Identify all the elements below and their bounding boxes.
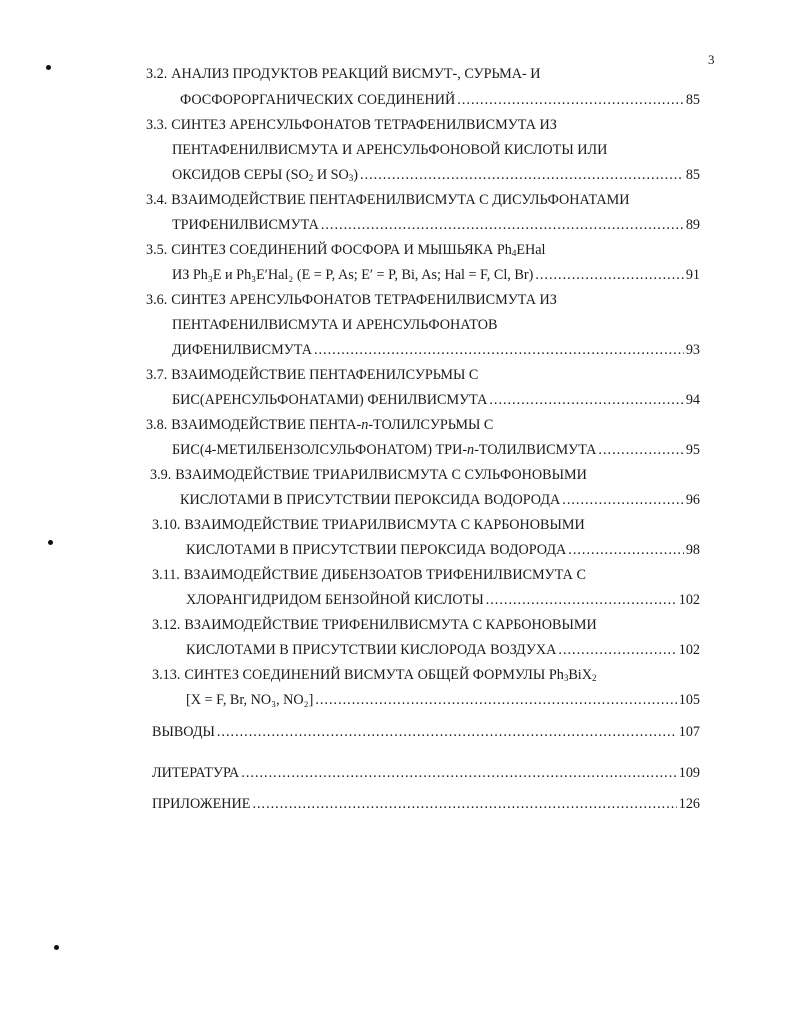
toc-entry-3-12-cont [186,640,700,660]
toc-entry-3-9 [150,465,710,485]
toc-entry-3-3-cont2 [172,165,700,185]
toc-entry-appendix [152,794,700,814]
toc-number: 3.11. [152,567,180,583]
toc-title: ВЗАИМОДЕЙСТВИЕ ТРИАРИЛВИСМУТА С СУЛЬФОНОВЫМИ [175,467,587,483]
toc-entry-3-5-cont [172,265,700,285]
toc-entry-3-8-cont [172,440,700,460]
toc-entry-3-7-cont [172,390,700,410]
toc-page: 94 [685,392,700,408]
toc-page: 102 [678,642,700,658]
toc-title: ВЗАИМОДЕЙСТВИЕ ПЕНТАФЕНИЛСУРЬМЫ С [171,367,479,383]
toc-entry-3-9-cont [180,490,700,510]
toc-title: ВЗАИМОДЕЙСТВИЕ ДИБЕНЗОАТОВ ТРИФЕНИЛВИСМУТА С [183,567,586,583]
toc-title: БИС(АРЕНСУЛЬФОНАТАМИ) ФЕНИЛВИСМУТА [172,392,488,408]
toc-entry-3-6-cont2 [172,340,700,360]
toc-title: ВЗАИМОДЕЙСТВИЕ ТРИАРИЛВИСМУТА С КАРБОНОВЫМИ [184,517,585,533]
toc-title: ВЗАИМОДЕЙСТВИЕ ПЕНТА-n-ТОЛИЛСУРЬМЫ С [171,417,494,433]
page-number: 3 [708,52,715,67]
toc-entry-3-12 [152,615,712,635]
toc-title: КИСЛОТАМИ В ПРИСУТСТВИИ ПЕРОКСИДА ВОДОРОДА [186,542,567,558]
toc-entry-3-6 [146,290,706,310]
toc-entry-3-10 [152,515,712,535]
scan-speck [46,65,51,70]
toc-entry-3-3 [146,115,706,135]
toc-title: АНАЛИЗ ПРОДУКТОВ РЕАКЦИЙ ВИСМУТ-, СУРЬМА- И [171,66,541,82]
toc-title: СИНТЕЗ СОЕДИНЕНИЙ ВИСМУТА ОБЩЕЙ ФОРМУЛЫ $Ph_3BiX_2$ [184,667,597,683]
toc-number: 3.5. [146,242,168,258]
toc-number: 3.9. [150,467,172,483]
scan-speck [54,945,59,950]
toc-leader [457,90,684,110]
toc-entry-3-3-cont [172,140,732,160]
toc-leader [315,690,676,710]
toc-number: 3.13. [152,667,181,683]
toc-page: 85 [685,167,700,183]
toc-entry-3-8 [146,415,706,435]
toc-entry-literature [152,763,700,783]
toc-leader [217,722,677,742]
toc-title: БИС(4-МЕТИЛБЕНЗОЛСУЛЬФОНАТОМ) ТРИ-n-ТОЛИЛВИСМУТА [172,442,597,458]
toc-title: ТРИФЕНИЛВИСМУТА [172,217,319,233]
toc-page: 89 [685,217,700,233]
toc-leader [486,590,677,610]
toc-page: 96 [685,492,700,508]
toc-title: ФОСФОРОРГАНИЧЕСКИХ СОЕДИНЕНИЙ [180,92,456,108]
toc-title: СИНТЕЗ АРЕНСУЛЬФОНАТОВ ТЕТРАФЕНИЛВИСМУТА ИЗ [171,292,557,308]
toc-title: ДИФЕНИЛВИСМУТА [172,342,312,358]
toc-number: 3.3. [146,117,168,133]
toc-title: ВЗАИМОДЕЙСТВИЕ ПЕНТАФЕНИЛВИСМУТА С ДИСУЛЬФОНАТАМИ [171,192,630,208]
toc-title: ВЗАИМОДЕЙСТВИЕ ТРИФЕНИЛВИСМУТА С КАРБОНОВЫМИ [184,617,597,633]
toc-number: 3.12. [152,617,181,633]
toc-leader [314,340,684,360]
toc-entry-3-6-cont [172,315,732,335]
toc-number: 3.6. [146,292,168,308]
toc-leader [489,390,683,410]
toc-entry-3-4 [146,190,706,210]
toc-title: СИНТЕЗ СОЕДИНЕНИЙ ФОСФОРА И МЫШЬЯКА $Ph_4EHal$ [171,242,546,258]
toc-page: 91 [685,267,700,283]
toc-entry-3-13-cont [186,690,700,710]
toc-leader [252,794,676,814]
toc-entry-3-11-cont [186,590,700,610]
toc-number: 3.8. [146,417,168,433]
toc-title: ХЛОРАНГИДРИДОМ БЕНЗОЙНОЙ КИСЛОТЫ [186,592,484,608]
toc-title: ОКСИДОВ СЕРЫ ($SO_2$ И $SO_3$) [172,167,359,183]
toc-page: 85 [685,92,700,108]
toc-title: ПРИЛОЖЕНИЕ [152,796,251,812]
toc-entry-3-2 [146,64,706,84]
toc-title: ПЕНТАФЕНИЛВИСМУТА И АРЕНСУЛЬФОНАТОВ [172,317,498,333]
toc-title: ЛИТЕРАТУРА [152,765,240,781]
toc-title: СИНТЕЗ АРЕНСУЛЬФОНАТОВ ТЕТРАФЕНИЛВИСМУТА ИЗ [171,117,557,133]
toc-page: 93 [685,342,700,358]
toc-title: ПЕНТАФЕНИЛВИСМУТА И АРЕНСУЛЬФОНОВОЙ КИСЛОТЫ ИЛИ [172,142,608,158]
toc-page: 95 [685,442,700,458]
toc-entry-3-2-cont [180,90,700,110]
toc-page: 102 [678,592,700,608]
toc-page: 109 [678,765,700,781]
toc-number: 3.4. [146,192,168,208]
toc-title: [X = F, Br, NO₃, NO₂] [186,692,314,708]
toc-entry-3-11 [152,565,712,585]
toc-entry-3-13 [152,665,712,685]
toc-page: 126 [678,796,700,812]
toc-number: 3.2. [146,66,168,82]
toc-page: 107 [678,724,700,740]
toc-entry-3-7 [146,365,706,385]
toc-number: 3.10. [152,517,181,533]
toc-leader [360,165,684,185]
toc-leader [598,440,683,460]
toc-page: 105 [678,692,700,708]
toc-title: КИСЛОТАМИ В ПРИСУТСТВИИ ПЕРОКСИДА ВОДОРОДА [180,492,561,508]
scan-speck [48,540,53,545]
toc-title: ВЫВОДЫ [152,724,215,740]
toc-page: 98 [685,542,700,558]
toc-leader [558,640,676,660]
toc-title: КИСЛОТАМИ В ПРИСУТСТВИИ КИСЛОРОДА ВОЗДУХА [186,642,557,658]
toc-leader [562,490,684,510]
toc-entry-conclusions [152,722,700,742]
toc-leader [568,540,684,560]
toc-leader [241,763,676,783]
toc-leader [321,215,684,235]
toc-leader [535,265,684,285]
toc-entry-3-10-cont [186,540,700,560]
toc-entry-3-4-cont [172,215,700,235]
toc-entry-3-5 [146,240,706,260]
toc-number: 3.7. [146,367,168,383]
toc-title: ИЗ Ph₃E и Ph₃E′Hal₂ (E = P, As; E′ = P, Bi, As; Hal = F, Cl, Br) [172,267,534,283]
